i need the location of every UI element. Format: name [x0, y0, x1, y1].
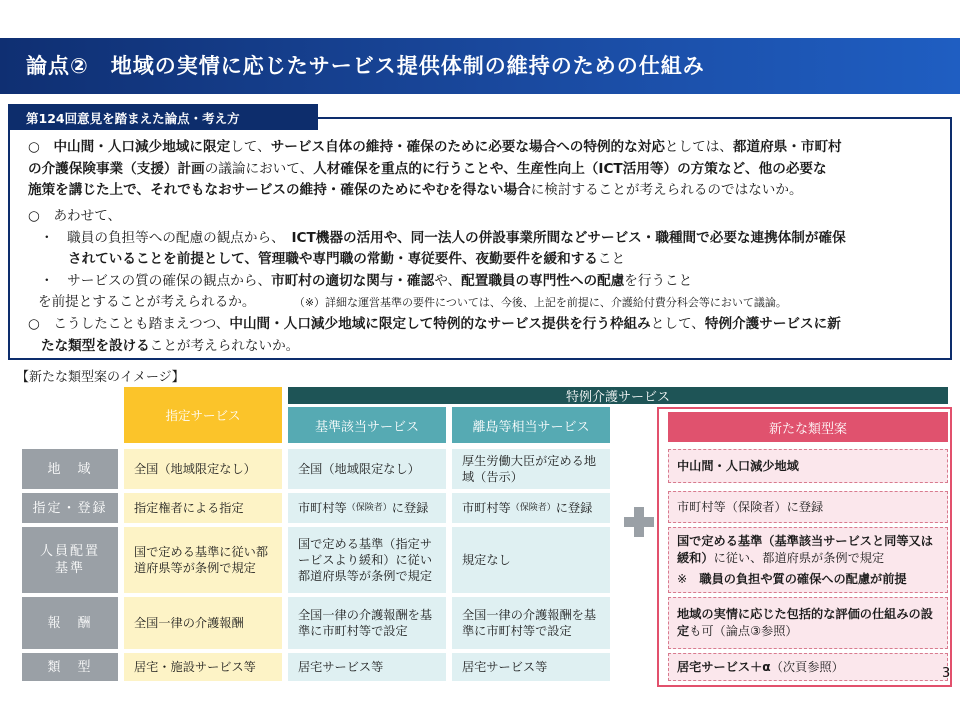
- point-3-line: [28, 314, 841, 336]
- cell-designated-registration: 指定権者による指定: [124, 493, 282, 523]
- body-text: ○ こうしたことも踏まえつつ、: [28, 316, 230, 332]
- emphasis-text: 中山間・人口減少地域に限定して特例的なサービス提供を行う枠組み: [229, 316, 651, 332]
- cell-designated-reward: 全国一律の介護報酬: [124, 597, 282, 649]
- new-region-text: 中山間・人口減少地域: [677, 458, 799, 473]
- cell-remote-staffing: 規定なし: [452, 527, 610, 593]
- point-2-bullet-1-line: [28, 249, 846, 271]
- point-2-note: （※）詳細な運営基準の要件については、今後、上記を前提に、介護給付費分科会等において議論。: [293, 296, 787, 309]
- registration-insurer: （保険者）: [346, 503, 392, 513]
- col-header-new-type: 新たな類型案: [668, 412, 948, 442]
- point-2: [28, 206, 846, 314]
- discussion-label: 第124回意見を踏まえた論点・考え方: [8, 104, 318, 130]
- new-cell-region: [668, 449, 948, 483]
- point-1-line: [28, 180, 842, 202]
- cell-standard-region: 全国（地域限定なし）: [288, 449, 446, 489]
- emphasis-text: 人材確保を重点的に行うことや、生産性向上（ICT活用等）の方策など、他の必要な: [313, 160, 827, 177]
- emphasis-text: たな類型を設ける: [41, 337, 150, 354]
- emphasis-text: ICT機器の活用や、同一法人の併設事業所間などサービス・職種間で必要な連携体制が確保: [291, 229, 846, 246]
- registration-text: 市町村等: [298, 501, 347, 515]
- cell-remote-region: 厚生労働大臣が定める地域（告示）: [452, 449, 610, 489]
- cell-standard-type: 居宅サービス等: [288, 653, 446, 681]
- body-text: として、: [650, 316, 705, 332]
- point-2-intro: ○ あわせて、: [28, 208, 122, 224]
- col-header-standard: 基準該当サービス: [288, 407, 446, 443]
- cell-remote-reward: 全国一律の介護報酬を基準に市町村等で設定: [452, 597, 610, 649]
- col-header-remote: 離島等相当サービス: [452, 407, 610, 443]
- emphasis-text: 特例介護サービスに新: [704, 316, 841, 332]
- body-text: ・ サービスの質の確保の観点から、: [40, 272, 272, 289]
- body-text: ○: [28, 139, 54, 155]
- new-staffing-bold: 国で定める基準（基準該当サービスと同等又は緩和）: [677, 533, 933, 565]
- plus-icon: [622, 505, 656, 539]
- point-2-bullet-2-line: [28, 271, 846, 293]
- row-label-region: 地 域: [22, 449, 118, 489]
- new-staffing-rule: [677, 533, 939, 567]
- new-staffing-note: 職員の負担や質の確保への配慮が前提: [699, 571, 907, 586]
- image-section-label: 【新たな類型案のイメージ】: [16, 370, 185, 385]
- note-mark: ※: [677, 571, 688, 586]
- body-text: して、: [230, 139, 271, 155]
- row-label-registration: 指定・登録: [22, 493, 118, 523]
- point-1-line: [28, 159, 842, 181]
- emphasis-text: されていることを前提として、管理職や専門職の常勤・専従要件、夜勤要件を緩和する: [68, 251, 598, 267]
- point-3-line: [28, 336, 841, 358]
- registration-insurer: （保険者）: [510, 503, 556, 513]
- new-staffing-rest: に従い、都道府県が条例で規定: [713, 550, 885, 565]
- new-cell-staffing: [668, 527, 948, 593]
- emphasis-text: 都道府県・市町村: [732, 139, 842, 155]
- cell-designated-region: 全国（地域限定なし）: [124, 449, 282, 489]
- registration-suffix: に登録: [391, 501, 429, 515]
- point-2-tail-line: [28, 292, 846, 314]
- new-reward-rest: も可（論点③参照）: [689, 624, 798, 638]
- body-text: を行うこと: [624, 272, 693, 289]
- point-1-line: [28, 137, 842, 159]
- body-text: こと: [597, 251, 626, 267]
- body-text: としては、: [664, 139, 733, 155]
- body-text: ・ 職員の負担等への配慮の観点から、: [40, 229, 292, 246]
- new-reward-text: [677, 606, 939, 640]
- col-header-designated: 指定サービス: [124, 387, 282, 443]
- emphasis-text: 中山間・人口減少地域に限定: [53, 139, 231, 155]
- row-label-reward: 報 酬: [22, 597, 118, 649]
- point-2-tail: を前提とすることが考えられるか。: [38, 294, 256, 310]
- page-title: 論点② 地域の実情に応じたサービス提供体制の維持のための仕組み: [26, 54, 705, 78]
- new-type-rest: （次頁参照）: [770, 659, 844, 674]
- cell-standard-registration: [288, 493, 446, 523]
- point-2-bullet-1-line: [28, 228, 846, 250]
- body-text: に検討することが考えられるのではないか。: [530, 182, 803, 198]
- cell-designated-type: 居宅・施設サービス等: [124, 653, 282, 681]
- emphasis-text: サービス自体の維持・確保のために必要な場合への特例的な対応: [270, 139, 665, 155]
- emphasis-text: 配置職員の専門性への配慮: [461, 272, 625, 289]
- page-number: 3: [942, 666, 951, 681]
- cell-remote-type: 居宅サービス等: [452, 653, 610, 681]
- new-staffing-note-line: [677, 571, 939, 588]
- row-label-staffing: 人員配置 基準: [22, 527, 118, 593]
- body-text: や、: [434, 272, 462, 289]
- registration-suffix: に登録: [555, 501, 593, 515]
- cell-remote-registration: [452, 493, 610, 523]
- body-text: の議論において、: [204, 160, 314, 177]
- emphasis-text: 市町村の適切な関与・確認: [271, 272, 435, 289]
- special-care-group-header: 特例介護サービス: [288, 387, 948, 404]
- new-type-bold: 居宅サービス＋α: [677, 659, 771, 674]
- point-1: [28, 137, 842, 202]
- point-3: [28, 314, 841, 357]
- row-label-type: 類 型: [22, 653, 118, 681]
- cell-standard-reward: 全国一律の介護報酬を基準に市町村等で設定: [288, 597, 446, 649]
- new-cell-type: [668, 653, 951, 681]
- new-registration-text: 市町村等（保険者）に登録: [677, 499, 824, 514]
- emphasis-text: 施策を講じた上で、それでもなおサービスの維持・確保のためにやむを得ない場合: [28, 182, 531, 198]
- new-cell-registration: [668, 491, 948, 523]
- emphasis-text: の介護保険事業（支援）計画: [28, 160, 205, 177]
- body-text: ことが考えられないか。: [149, 337, 300, 354]
- cell-standard-staffing: 国で定める基準（指定サービスより緩和）に従い都道府県等が条例で規定: [288, 527, 446, 593]
- new-type-text: [677, 659, 939, 676]
- new-cell-reward: [668, 597, 948, 649]
- new-reward-bold: 地域の実情に応じた包括的な評価の仕組みの設定: [677, 607, 933, 638]
- cell-designated-staffing: 国で定める基準に従い都道府県等が条例で規定: [124, 527, 282, 593]
- registration-text: 市町村等: [462, 501, 511, 515]
